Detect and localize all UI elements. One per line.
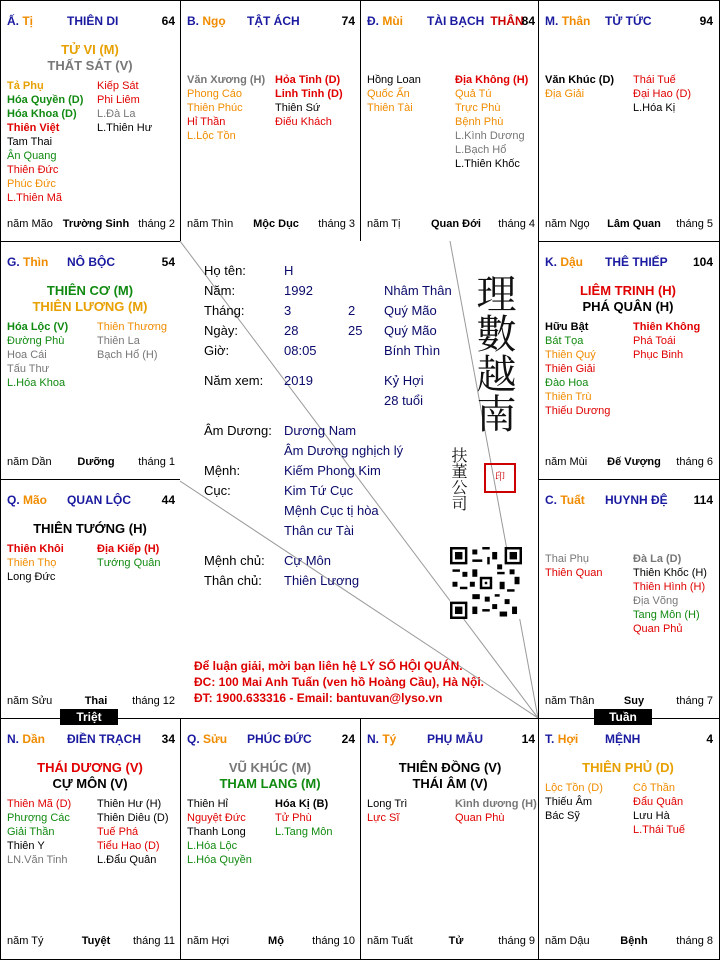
- palace-cell-hoi: [538, 718, 720, 960]
- than-marker: THÂN: [490, 14, 524, 28]
- minor-star: Long Trì: [367, 798, 408, 810]
- minor-star: Thiên Hình (H): [633, 581, 706, 593]
- minor-star: Thiên Sứ: [275, 102, 321, 114]
- palace-footer: [545, 456, 713, 470]
- palace-name: NÔ BỘC: [67, 255, 115, 269]
- palace-stage: Mộ: [268, 935, 284, 947]
- palace-header: [545, 732, 713, 748]
- minor-star: Phong Cáo: [187, 88, 243, 100]
- palace-can: Q.: [187, 732, 200, 746]
- palace-footer: [7, 218, 175, 232]
- palace-chi: Dậu: [560, 255, 584, 269]
- palace-month: tháng 3: [318, 218, 355, 230]
- palace-stage: Quan Đới: [431, 218, 481, 230]
- minor-star: Thiên Trù: [545, 391, 592, 403]
- minor-stars-left: [7, 797, 71, 867]
- minor-star: Thiên La: [97, 335, 140, 347]
- minor-star: L.Thiên Mã: [7, 192, 63, 204]
- palace-age-number: 74: [341, 14, 355, 28]
- minor-star: Hóa Khoa (D): [7, 108, 77, 120]
- palace-name: HUYNH ĐỆ: [605, 493, 668, 507]
- minor-star: Phục Binh: [633, 349, 684, 361]
- palace-month: tháng 9: [498, 935, 535, 947]
- palace-chi: Mão: [23, 493, 48, 507]
- minor-star: Tang Môn (H): [633, 609, 700, 621]
- palace-stage: Dưỡng: [77, 456, 115, 468]
- contact-line-3: ĐT: 1900.633316 - Email: bantuvan@lyso.vn: [194, 691, 443, 705]
- minor-star: L.Hóa Khoa: [7, 377, 66, 389]
- minor-star: L.Lộc Tồn: [187, 130, 236, 142]
- minor-stars-right: [97, 542, 161, 570]
- calligraphy-seal: 理數越南: [470, 273, 516, 433]
- minor-star: L.Kình Dương: [455, 130, 525, 142]
- minor-star: L.Hóa Lộc: [187, 840, 238, 852]
- thanchu-label: Thân chủ:: [204, 573, 262, 588]
- minor-star: Thiên Mã (D): [7, 798, 72, 810]
- palace-header: [187, 732, 355, 748]
- minor-star: Thiên Khôi: [7, 543, 64, 555]
- month-solar: 3: [284, 303, 292, 318]
- minor-star: L.Thiên Hư: [97, 122, 153, 134]
- minor-star: Hữu Bật: [545, 321, 589, 333]
- minor-star: L.Đà La: [97, 108, 136, 120]
- palace-cell-thin: [0, 241, 182, 481]
- palace-can: B.: [187, 14, 199, 28]
- palace-year: năm Tị: [367, 218, 401, 230]
- palace-name: THÊ THIẾP: [605, 255, 668, 269]
- palace-year: năm Ngọ: [545, 218, 590, 230]
- palace-chi: Thân: [561, 14, 591, 28]
- palace-can: N.: [367, 732, 379, 746]
- palace-year: năm Thân: [545, 695, 595, 707]
- minor-star: Thiên Hư (H): [97, 798, 162, 810]
- minor-star: Ân Quang: [7, 150, 57, 162]
- palace-month: tháng 6: [676, 456, 713, 468]
- minor-star: L.Thiên Khốc: [455, 158, 520, 170]
- minor-star: Kiếp Sát: [97, 80, 139, 92]
- palace-chi: Ngọ: [202, 14, 226, 28]
- main-star: TỬ VI (M): [61, 42, 119, 57]
- palace-year: năm Hợi: [187, 935, 230, 947]
- palace-cell-mao: [0, 479, 182, 720]
- palace-can: K.: [545, 255, 557, 269]
- minor-star: Phượng Các: [7, 812, 70, 824]
- palace-name: PHÚC ĐỨC: [247, 732, 312, 746]
- minor-stars-right: [633, 552, 707, 636]
- palace-stage: Trường Sinh: [62, 218, 130, 230]
- minor-star: L.Thái Tuế: [633, 824, 685, 836]
- minor-star: Thiếu Âm: [545, 796, 593, 808]
- palace-footer: [367, 218, 535, 232]
- main-star: THIÊN ĐỒNG (V): [398, 760, 502, 775]
- minor-star: Phúc Đức: [7, 178, 56, 190]
- palace-stage: Lâm Quan: [607, 218, 661, 230]
- palace-footer: [187, 935, 355, 949]
- palace-header: [7, 14, 175, 30]
- palace-year: năm Mùi: [545, 456, 588, 468]
- minor-star: Thiên Diêu (D): [97, 812, 169, 824]
- palace-header: [367, 732, 535, 748]
- minor-star: Địa Không (H): [455, 74, 529, 86]
- view-year: 2019: [284, 373, 313, 388]
- minor-star: Thiên Không: [633, 321, 701, 333]
- minor-star: Thiên Phúc: [187, 102, 243, 114]
- main-star: CỰ MÔN (V): [52, 776, 128, 791]
- palace-header: [367, 14, 535, 30]
- palace-chi: Thìn: [23, 255, 49, 269]
- hour-label: Giờ:: [204, 343, 230, 358]
- palace-month: tháng 12: [132, 695, 175, 707]
- palace-stage: Tử: [448, 935, 464, 947]
- minor-star: Địa Kiếp (H): [97, 543, 160, 555]
- palace-name: TẬT ÁCH: [247, 14, 300, 28]
- minor-star: Kình dương (H): [455, 798, 537, 810]
- minor-star: Quan Phủ: [633, 623, 683, 635]
- palace-chi: Tị: [22, 14, 34, 28]
- palace-can: G.: [7, 255, 20, 269]
- minor-star: Tử Phù: [275, 812, 312, 824]
- palace-stage: Suy: [623, 695, 645, 707]
- palace-can: Q.: [7, 493, 20, 507]
- minor-stars-left: [7, 79, 83, 205]
- palace-cell-than: [538, 0, 720, 243]
- minor-stars-right: [97, 79, 152, 135]
- minor-star: Cô Thần: [633, 782, 675, 794]
- minor-star: Thiên Hỉ: [187, 798, 228, 810]
- palace-age-number: 84: [521, 14, 535, 28]
- palace-can: C.: [545, 493, 557, 507]
- palace-header: [545, 255, 713, 271]
- minor-star: Thiên Quan: [545, 567, 603, 579]
- minor-star: L.Tang Môn: [275, 826, 333, 838]
- minor-star: Quả Tú: [455, 88, 492, 100]
- minor-star: Hóa Lộc (V): [7, 321, 69, 333]
- palace-year: năm Thìn: [187, 218, 234, 230]
- minor-star: Lộc Tồn (D): [545, 782, 603, 794]
- main-star: THIÊN LƯƠNG (M): [32, 299, 148, 314]
- palace-chi: Tý: [382, 732, 397, 746]
- year-label: Năm:: [204, 283, 236, 298]
- palace-name: MỆNH: [605, 732, 641, 746]
- minor-stars-right: [455, 797, 537, 825]
- palace-stage: Thai: [84, 695, 108, 707]
- minor-stars-right: [97, 797, 169, 867]
- year-solar: 1992: [284, 283, 313, 298]
- minor-stars-left: [545, 781, 603, 823]
- minor-star: Đào Hoa: [545, 377, 589, 389]
- minor-stars-left: [7, 542, 64, 584]
- main-star: LIÊM TRINH (H): [579, 283, 677, 298]
- main-star: THÁI ÂM (V): [412, 776, 488, 791]
- cuc-value-2: Mệnh Cục tị hòa: [284, 503, 379, 518]
- minor-star: Thiên Thọ: [7, 557, 57, 569]
- menh-label: Mệnh:: [204, 463, 241, 478]
- day-label: Ngày:: [204, 323, 238, 338]
- minor-star: Thiếu Dương: [545, 405, 611, 417]
- minor-star: Địa Giải: [545, 88, 585, 100]
- main-star: THẤT SÁT (V): [47, 58, 133, 73]
- main-star: PHÁ QUÂN (H): [582, 299, 674, 314]
- palace-footer: [545, 695, 713, 709]
- minor-star: Thiên Việt: [7, 122, 60, 134]
- cuc-label: Cục:: [204, 483, 231, 498]
- age-value: 28 tuổi: [384, 393, 424, 408]
- minor-star: Lưu Hà: [633, 810, 670, 822]
- minor-star: Thái Tuế: [633, 74, 676, 86]
- minor-star: Lực Sĩ: [367, 812, 400, 824]
- minor-stars-left: [7, 320, 68, 390]
- minor-stars-left: [367, 73, 421, 115]
- minor-star: Hồng Loan: [367, 74, 421, 86]
- palace-year: năm Mão: [7, 218, 53, 230]
- tuan-marker: Tuần: [594, 709, 652, 725]
- main-star: THIÊN CƠ (M): [46, 283, 134, 298]
- palace-footer: [187, 218, 355, 232]
- minor-star: Văn Xương (H): [187, 74, 266, 86]
- main-star: THIÊN TƯỚNG (H): [33, 521, 147, 536]
- palace-footer: [7, 695, 175, 709]
- minor-stars-right: [633, 781, 685, 837]
- palace-footer: [7, 935, 175, 949]
- palace-name: TÀI BẠCH THÂN: [427, 14, 524, 28]
- palace-month: tháng 4: [498, 218, 535, 230]
- minor-star: Tam Thai: [7, 136, 53, 148]
- minor-stars-right: [633, 73, 691, 115]
- minor-stars-right: [633, 320, 700, 362]
- palace-cell-tuat: [538, 479, 720, 720]
- palace-header: [545, 493, 713, 509]
- palace-header: [545, 14, 713, 30]
- palace-month: tháng 7: [676, 695, 713, 707]
- contact-line-1: Để luận giải, mời bạn liên hệ LÝ SỐ HỘI QUÁN.: [194, 659, 463, 673]
- minor-star: Hỏa Tinh (D): [275, 74, 341, 86]
- minor-star: Nguyệt Đức: [187, 812, 246, 824]
- minor-star: Bát Tọa: [545, 335, 584, 347]
- view-year-lunar: Kỷ Hợi: [384, 373, 424, 388]
- palace-age-number: 64: [161, 14, 175, 28]
- minor-star: Phi Liêm: [97, 94, 140, 106]
- palace-chi: Dần: [22, 732, 46, 746]
- palace-header: [187, 14, 355, 30]
- palace-month: tháng 2: [138, 218, 175, 230]
- minor-star: Đường Phù: [7, 335, 65, 347]
- palace-footer: [545, 935, 713, 949]
- palace-age-number: 24: [341, 732, 355, 746]
- palace-month: tháng 5: [676, 218, 713, 230]
- palace-cell-dan: [0, 718, 182, 960]
- minor-star: Quốc Ấn: [367, 88, 410, 100]
- minor-star: Thai Phụ: [545, 553, 590, 565]
- palace-year: năm Tý: [7, 935, 44, 947]
- view-year-label: Năm xem:: [204, 373, 264, 388]
- minor-stars-right: [97, 320, 167, 362]
- month-lunar-num: 2: [348, 303, 356, 318]
- minor-star: L.Bạch Hổ: [455, 144, 507, 156]
- minor-star: Hoa Cái: [7, 349, 47, 361]
- minor-stars-left: [545, 73, 614, 101]
- palace-cell-mui: [360, 0, 540, 243]
- palace-year: năm Sửu: [7, 695, 53, 707]
- palace-age-number: 4: [706, 732, 713, 746]
- minor-stars-right: [275, 73, 343, 129]
- minor-star: Tả Phụ: [7, 80, 44, 92]
- menh-value: Kiếm Phong Kim: [284, 463, 381, 478]
- palace-month: tháng 8: [676, 935, 713, 947]
- minor-star: Tiểu Hao (D): [97, 840, 160, 852]
- menhchu-label: Mệnh chủ:: [204, 553, 265, 568]
- palace-cell-ti: [360, 718, 540, 960]
- minor-star: L.Hóa Quyền: [187, 854, 252, 866]
- palace-year: năm Dậu: [545, 935, 590, 947]
- month-label: Tháng:: [204, 303, 245, 318]
- palace-chi: Mùi: [382, 14, 404, 28]
- palace-stage: Đế Vượng: [607, 456, 661, 468]
- palace-name: QUAN LỘC: [67, 493, 131, 507]
- triet-marker: Triệt: [60, 709, 118, 725]
- palace-footer: [367, 935, 535, 949]
- palace-cell-dau: [538, 241, 720, 481]
- palace-age-number: 94: [699, 14, 713, 28]
- minor-stars-left: [545, 552, 602, 580]
- palace-chi: Sửu: [203, 732, 228, 746]
- palace-name: THIÊN DI: [67, 14, 119, 28]
- palace-age-number: 114: [693, 493, 713, 507]
- palace-stage: Tuyệt: [81, 935, 111, 947]
- minor-star: Bệnh Phù: [455, 116, 504, 128]
- palace-cell-suu: [180, 718, 362, 960]
- main-star: THIÊN PHỦ (D): [582, 760, 674, 775]
- palace-age-number: 44: [161, 493, 175, 507]
- minor-star: Tấu Thư: [7, 363, 50, 375]
- minor-star: Quan Phù: [455, 812, 505, 824]
- palace-cell-ngo: [180, 0, 362, 243]
- minor-star: Đẩu Quân: [633, 796, 684, 808]
- minor-star: Điếu Khách: [275, 116, 332, 128]
- red-stamp-icon: 印: [484, 463, 516, 493]
- minor-stars-left: [545, 320, 610, 418]
- minor-star: Giải Thần: [7, 826, 55, 838]
- palace-chi: Hợi: [557, 732, 579, 746]
- palace-month: tháng 11: [132, 935, 175, 947]
- amduong-label: Âm Dương:: [204, 423, 272, 438]
- palace-can: Ấ.: [7, 14, 19, 28]
- palace-year: năm Dần: [7, 456, 52, 468]
- minor-star: Bác Sỹ: [545, 810, 580, 822]
- small-calligraphy: 扶董公司: [449, 447, 468, 511]
- palace-cell-ty: [0, 0, 182, 243]
- minor-star: Long Đức: [7, 571, 56, 583]
- name-value: H: [284, 263, 294, 278]
- minor-star: Phá Toái: [633, 335, 676, 347]
- minor-star: Hóa Quyền (D): [7, 94, 84, 106]
- contact-line-2: ĐC: 100 Mai Anh Tuấn (ven hồ Hoàng Cầu), Hà Nội.: [194, 675, 485, 689]
- palace-stage: Mộc Dục: [253, 218, 299, 230]
- palace-can: M.: [545, 14, 559, 28]
- main-star: THÁI DƯƠNG (V): [37, 760, 143, 775]
- minor-star: Hóa Kị (B): [275, 798, 329, 810]
- palace-can: T.: [545, 732, 555, 746]
- cuc-value-3: Thân cư Tài: [284, 523, 354, 538]
- minor-star: LN.Văn Tinh: [7, 854, 68, 866]
- minor-star: Tuế Phá: [97, 826, 139, 838]
- center-info-panel: [180, 241, 538, 718]
- year-lunar: Nhâm Thân: [384, 283, 452, 298]
- hour-value: 08:05: [284, 343, 317, 358]
- minor-star: Bạch Hổ (H): [97, 349, 158, 361]
- minor-star: Địa Võng: [633, 595, 679, 607]
- palace-name: TỬ TỨC: [605, 14, 652, 28]
- palace-age-number: 104: [692, 255, 713, 269]
- minor-star: Văn Khúc (D): [545, 74, 615, 86]
- minor-star: Đà La (D): [633, 553, 682, 565]
- minor-star: Linh Tinh (D): [275, 88, 343, 100]
- minor-star: Thanh Long: [187, 826, 246, 838]
- minor-stars-right: [275, 797, 332, 839]
- minor-stars-left: [367, 797, 407, 825]
- palace-age-number: 14: [521, 732, 535, 746]
- day-lunar-num: 25: [348, 323, 363, 338]
- qr-code-icon: [450, 547, 522, 619]
- month-lunar: Quý Mão: [384, 303, 437, 318]
- minor-star: Trực Phù: [455, 102, 501, 114]
- palace-name: PHỤ MẪU: [427, 732, 483, 746]
- minor-star: Tướng Quân: [97, 557, 161, 569]
- minor-star: Hỉ Thần: [187, 116, 226, 128]
- palace-month: tháng 10: [312, 935, 355, 947]
- palace-can: Đ.: [367, 14, 379, 28]
- minor-star: Thiên Tài: [367, 102, 413, 114]
- day-solar: 28: [284, 323, 299, 338]
- amduong-value-1: Dương Nam: [284, 423, 357, 438]
- palace-stage: Bệnh: [620, 935, 648, 947]
- day-lunar: Quý Mão: [384, 323, 437, 338]
- palace-header: [7, 493, 175, 509]
- thanchu-value: Thiên Lương: [284, 573, 360, 588]
- minor-star: Thiên Quý: [545, 349, 596, 361]
- palace-can: N.: [7, 732, 19, 746]
- minor-star: Thiên Khốc (H): [633, 567, 707, 579]
- minor-star: Thiên Y: [7, 840, 45, 852]
- cuc-value-1: Kim Tứ Cục: [284, 483, 354, 498]
- palace-age-number: 54: [161, 255, 175, 269]
- minor-star: L.Đẩu Quân: [97, 854, 157, 866]
- palace-footer: [545, 218, 713, 232]
- menhchu-value: Cự Môn: [284, 553, 331, 568]
- name-label: Họ tên:: [204, 263, 246, 278]
- minor-star: Đại Hao (D): [633, 88, 692, 100]
- palace-header: [7, 732, 175, 748]
- minor-stars-left: [187, 73, 265, 143]
- amduong-value-2: Âm Dương nghịch lý: [284, 443, 404, 458]
- palace-name: ĐIỀN TRẠCH: [67, 732, 141, 746]
- main-star: VŨ KHÚC (M): [228, 760, 312, 775]
- palace-chi: Tuất: [560, 493, 585, 507]
- minor-stars-left: [187, 797, 252, 867]
- minor-stars-right: [455, 73, 528, 171]
- hour-lunar: Bính Thìn: [384, 343, 441, 358]
- minor-star: Thiên Đức: [7, 164, 59, 176]
- palace-footer: [7, 456, 175, 470]
- palace-header: [7, 255, 175, 271]
- palace-year: năm Tuất: [367, 935, 413, 947]
- palace-age-number: 34: [161, 732, 175, 746]
- main-star: THAM LANG (M): [219, 776, 321, 791]
- minor-star: Thiên Giải: [545, 363, 596, 375]
- minor-star: Thiên Thương: [97, 321, 168, 333]
- minor-star: L.Hóa Kị: [633, 102, 676, 114]
- palace-month: tháng 1: [138, 456, 175, 468]
